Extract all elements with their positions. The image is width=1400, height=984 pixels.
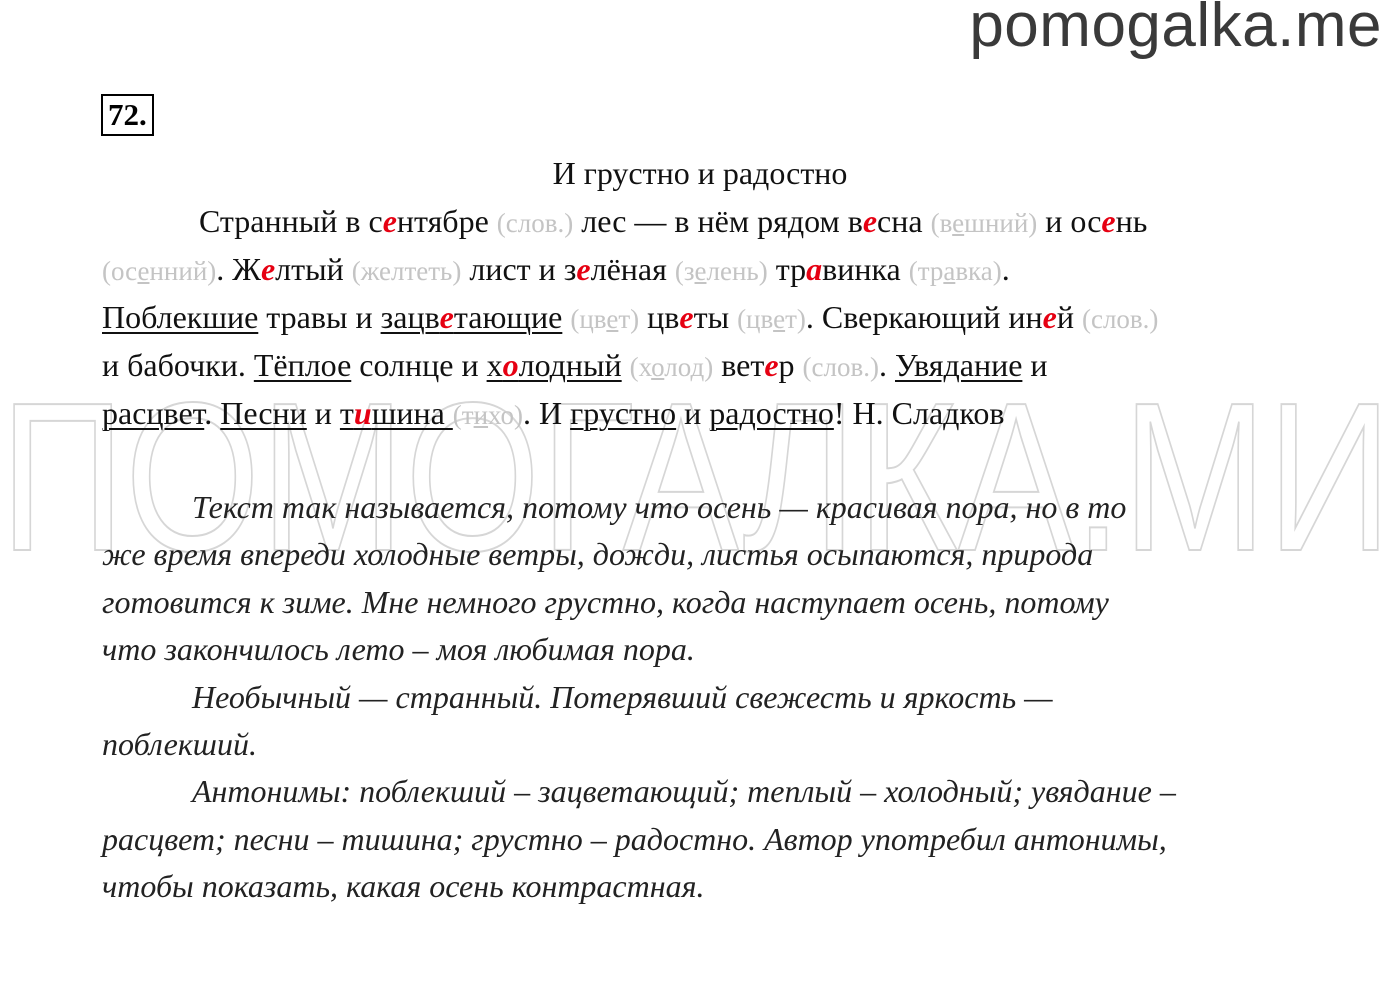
hint-fragment: (тр [908,256,944,286]
hint-fragment: (т [452,400,474,430]
text-fragment: лёная [590,251,675,287]
antonym-word: Поблекшие [102,299,259,335]
antonym-word: радостно [709,395,834,431]
text-fragment: . Ж [216,251,261,287]
hint-fragment: лень) [706,256,768,286]
hint-vowel: а [943,256,956,286]
text-fragment: сна [877,203,931,239]
answer-line [102,579,1322,626]
text-fragment [622,347,630,383]
answer-line [102,484,1322,531]
highlighted-vowel: е [1101,203,1116,239]
text-fragment: и ос [1037,203,1102,239]
hint-fragment: хо) [488,400,524,430]
hint-fragment: (ос [102,256,138,286]
highlighted-vowel: е [1042,299,1057,335]
text-line-2 [102,245,1322,293]
hint-vowel: е [606,304,619,334]
text-line-5 [102,389,1322,437]
text-line-1 [102,197,1322,245]
hint-note [931,208,1038,238]
hint-note [909,256,1002,286]
highlighted-vowel: е [260,251,276,287]
hint-note: (слов.) [1081,304,1159,334]
hint-fragment: лод) [664,352,714,382]
word-fragment: шина [371,395,453,431]
highlighted-vowel: е [439,299,454,335]
hint-vowel: е [773,304,786,334]
text-fragment: нтябре [396,203,497,239]
text-fragment: и [1022,347,1048,383]
antonym-word: Увядание [895,347,1023,383]
word-fragment: т [339,395,354,431]
answer-text: Текст так называется, потому что осень — красивая пора, но в то [192,489,1127,525]
hint-fragment: вка) [955,256,1002,286]
hint-vowel: о [651,352,665,382]
hint-fragment: (х [629,352,652,382]
text-fragment: лтый [275,251,352,287]
text-line-3 [102,293,1322,341]
answer-text: расцвет; песни – тишина; грустно – радостно. Автор употребил антонимы, [102,820,1167,857]
text-fragment: Странный в с [199,203,383,239]
text-fragment: тр [767,251,807,287]
hint-fragment: нний) [149,256,217,286]
hint-fragment: (цв [737,304,774,334]
hint-fragment: т) [618,304,640,334]
highlighted-vowel: а [806,251,823,287]
text-fragment: ! Н. Сладков [833,395,1005,431]
text-fragment: . И [523,395,571,431]
text-fragment: лист и з [461,251,577,287]
antonym-word: Песни [220,395,307,431]
task-number: 72. [101,94,154,136]
hint-fragment: шний) [964,208,1038,238]
text-fragment: ты [693,299,738,335]
hint-note [737,304,806,334]
answer-line [102,863,1322,910]
antonym-word [487,347,622,383]
answer-line [102,531,1322,578]
highlighted-vowel: и [353,395,372,431]
hint-note [453,400,523,430]
answer-text: Необычный — странный. Потерявший свежесть и яркость — [192,678,1053,715]
antonym-word [340,395,453,431]
text-fragment: солнце и [351,347,487,383]
site-brand-logo: pomogalka.me [969,0,1382,60]
text-fragment: . [204,395,221,431]
highlighted-vowel: е [764,347,779,383]
text-line-4 [102,341,1322,389]
word-fragment: х [486,347,503,383]
text-fragment: вет [713,347,765,383]
answer-line [102,626,1322,673]
antonym-word: Тёплое [253,347,352,383]
hint-note: (желтеть) [351,256,462,286]
highlighted-vowel: е [576,251,591,287]
hint-note [102,256,216,286]
text-fragment: и бабочки. [102,347,254,383]
antonym-word: расцвет [102,395,205,431]
hint-vowel: е [952,208,965,238]
answer-text: чтобы показать, какая осень контрастная. [102,868,705,905]
text-fragment: р [778,347,803,383]
word-fragment: зацв [380,299,440,335]
hint-vowel: е [694,256,707,286]
text-fragment: . [1001,251,1010,287]
hint-fragment: (в [930,208,953,238]
antonym-word: грустно [570,395,677,431]
answer-text: Антонимы: поблекший – зацветающий; теплый – холодный; увядание – [192,773,1176,810]
text-fragment: . Сверкающий ин [805,299,1043,335]
hint-note [630,352,714,382]
word-fragment: тающие [453,299,563,335]
hint-note [570,304,639,334]
text-body [102,197,1322,437]
hint-fragment: (цв [570,304,607,334]
answer-text: что закончилось лето – моя любимая пора. [102,631,695,668]
text-fragment: цв [639,299,680,335]
hint-fragment: т) [785,304,806,334]
highlighted-vowel: е [862,203,878,239]
text-fragment: лес — в нём рядом в [573,203,863,239]
text-fragment: и [676,395,710,431]
text-fragment: й [1056,299,1082,335]
answer-text: готовится к зиме. Мне немного грустно, когда наступает осень, потому [102,583,1109,620]
hint-note [675,256,768,286]
text-title: И грустно и радостно [552,155,848,191]
hint-vowel: е [137,256,150,286]
hint-vowel: и [473,400,489,430]
text-fragment: нь [1115,203,1148,239]
hint-note: (слов.) [802,352,879,382]
svg-text:ПОМОГАЛКА.МИ: ПОМОГАЛКА.МИ [0,392,1392,562]
highlighted-vowel: е [382,203,397,239]
answer-line [102,674,1322,721]
answer-text: поблекший. [102,725,257,762]
antonym-word [381,299,563,335]
answer-line [102,768,1322,815]
answer-line [102,816,1322,863]
text-fragment: травы и [258,299,381,335]
answer-block [102,484,1322,911]
text-fragment: . [879,347,895,383]
highlighted-vowel: о [502,347,519,383]
hint-fragment: (з [674,256,695,286]
hint-note: (слов.) [496,208,574,238]
text-fragment: и [306,395,340,431]
word-fragment: лодный [518,347,622,383]
answer-line [102,721,1322,768]
text-fragment: винка [822,251,909,287]
highlighted-vowel: е [679,299,694,335]
answer-text: же время впереди холодные ветры, дожди, листья осыпаются, природа [102,536,1094,573]
